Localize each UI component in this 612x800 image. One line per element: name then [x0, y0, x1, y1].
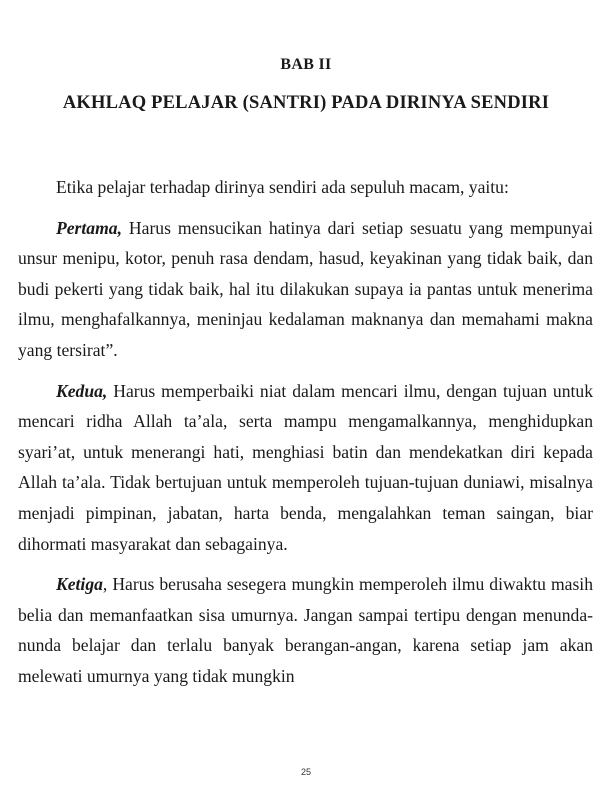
paragraph-lead: Kedua,: [56, 380, 108, 401]
paragraph-lead: Ketiga: [56, 574, 103, 595]
paragraph-text: Harus memperbaiki niat dalam mencari ilmu, dengan tujuan untuk mencari ridha Allah ta’ala, serta mampu mengamalkannya, menghidupkan syari’at, untuk menerangi hati, menghiasi batin dan mendekatkan diri kepada Allah ta’ala. Tidak bertujuan untuk memperoleh tujuan-tujuan duniawi, misalnya menjadi pimpinan, jabatan, harta benda, mengalahkan teman saingan, biar dihormati masyarakat dan sebagainya.: [18, 380, 593, 554]
paragraph-text: , Harus berusaha sesegera mungkin memperoleh ilmu diwaktu masih belia dan memanfaatkan sisa umurnya. Jangan sampai tertipu dengan menunda-nunda belajar dan terlalu banyak berangan-angan, karena setiap jam akan melewati umurnya yang tidak mungkin: [18, 574, 593, 686]
paragraph-intro: [18, 172, 593, 203]
paragraph-text: Harus mensucikan hatinya dari setiap sesuatu yang mempunyai unsur menipu, kotor, penuh rasa dendam, hasud, keyakinan yang tidak baik, dan budi pekerti yang tidak baik, hal itu dilakukan supaya ia pantas untuk menerima ilmu, menghafalkannya, meninjau kedalaman maknanya dan memahami makna yang tersirat”.: [18, 217, 593, 360]
page-number: 25: [300, 767, 311, 777]
chapter-title: AKHLAQ PELAJAR (SANTRI) PADA DIRINYA SENDIRI: [62, 93, 550, 113]
paragraph-text: Etika pelajar terhadap dirinya sendiri ada sepuluh macam, yaitu:: [56, 177, 509, 197]
paragraph-kedua: [18, 376, 593, 560]
paragraph-pertama: [18, 213, 593, 366]
body-text: [18, 172, 593, 702]
chapter-label: BAB II: [280, 56, 332, 73]
paragraph-ketiga: [18, 569, 593, 691]
paragraph-lead: Pertama,: [56, 217, 122, 238]
